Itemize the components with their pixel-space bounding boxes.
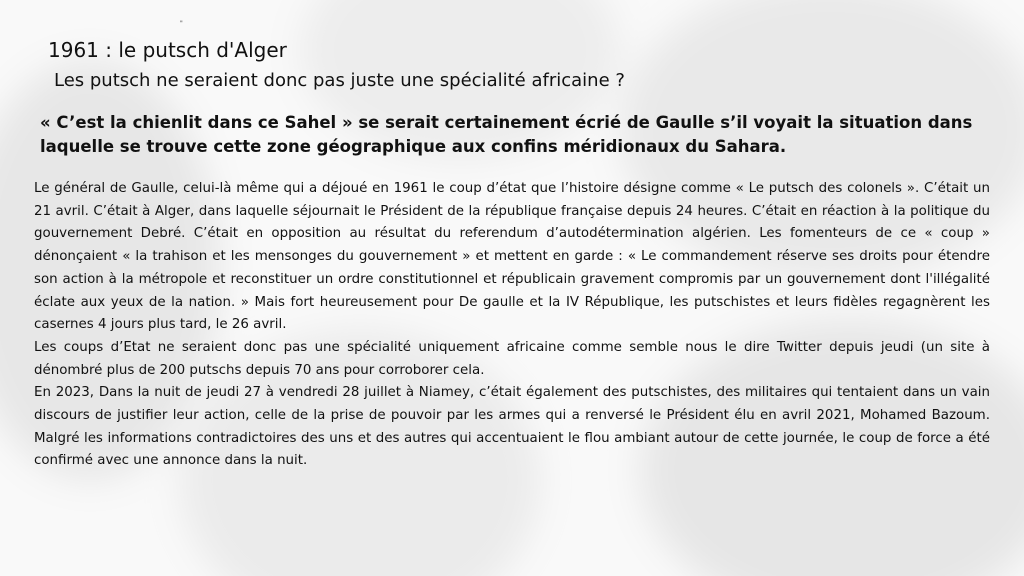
slide-title: 1961 : le putsch d'Alger bbox=[48, 38, 287, 62]
slide-subtitle: Les putsch ne seraient donc pas juste une spécialité africaine ? bbox=[54, 70, 625, 91]
lede-quote: « C’est la chienlit dans ce Sahel » se serait certainement écrié de Gaulle s’il voyait la situation dans laquelle se trouve cette zone géographique aux confins méridionaux du Sahara. bbox=[40, 113, 973, 156]
text-marker: " bbox=[180, 20, 183, 27]
paragraph: Les coups d’Etat ne seraient donc pas une spécialité uniquement africaine comme semble nous le dire Twitter depuis jeudi (un site à dénombré plus de 200 putschs depuis 70 ans pour corroborer cela. bbox=[34, 339, 990, 378]
article-body bbox=[34, 178, 990, 473]
paragraph: En 2023, Dans la nuit de jeudi 27 à vendredi 28 juillet à Niamey, c’était également des putschistes, des militaires qui tentaient dans un vain discours de justifier leur action, celle de la prise de pouvoir par les armes qui a renversé le Président élu en avril 2021, Mohamed Bazoum. Malgré les informations contradictoires des uns et des autres qui accentuaient le flou ambiant autour de cette journée, le coup de force a été confirmé avec une annonce dans la nuit. bbox=[34, 385, 990, 469]
paragraph: Le général de Gaulle, celui-là même qui a déjoué en 1961 le coup d’état que l’histoire désigne comme « Le putsch des colonels ». C’était un 21 avril. C’était à Alger, dans laquelle séjournait le Président de la république française depuis 24 heures. C’était en réaction à la politique du gouvernement Debré. C’était en opposition au résultat du referendum d’autodétermination algérien. Les fomenteurs de ce « coup » dénonçaient « la trahison et les mensonges du gouvernement » et mettent en garde : « Le commandement réserve ses droits pour étendre son action à la métropole et reconstituer un ordre constitutionnel et républicain gravement compromis par un gouvernement dont l'illégalité éclate aux yeux de la nation. » Mais fort heureusement pour De gaulle et la IV République, les putschistes et leurs fidèles regagnèrent les casernes 4 jours plus tard, le 26 avril. bbox=[34, 181, 990, 333]
